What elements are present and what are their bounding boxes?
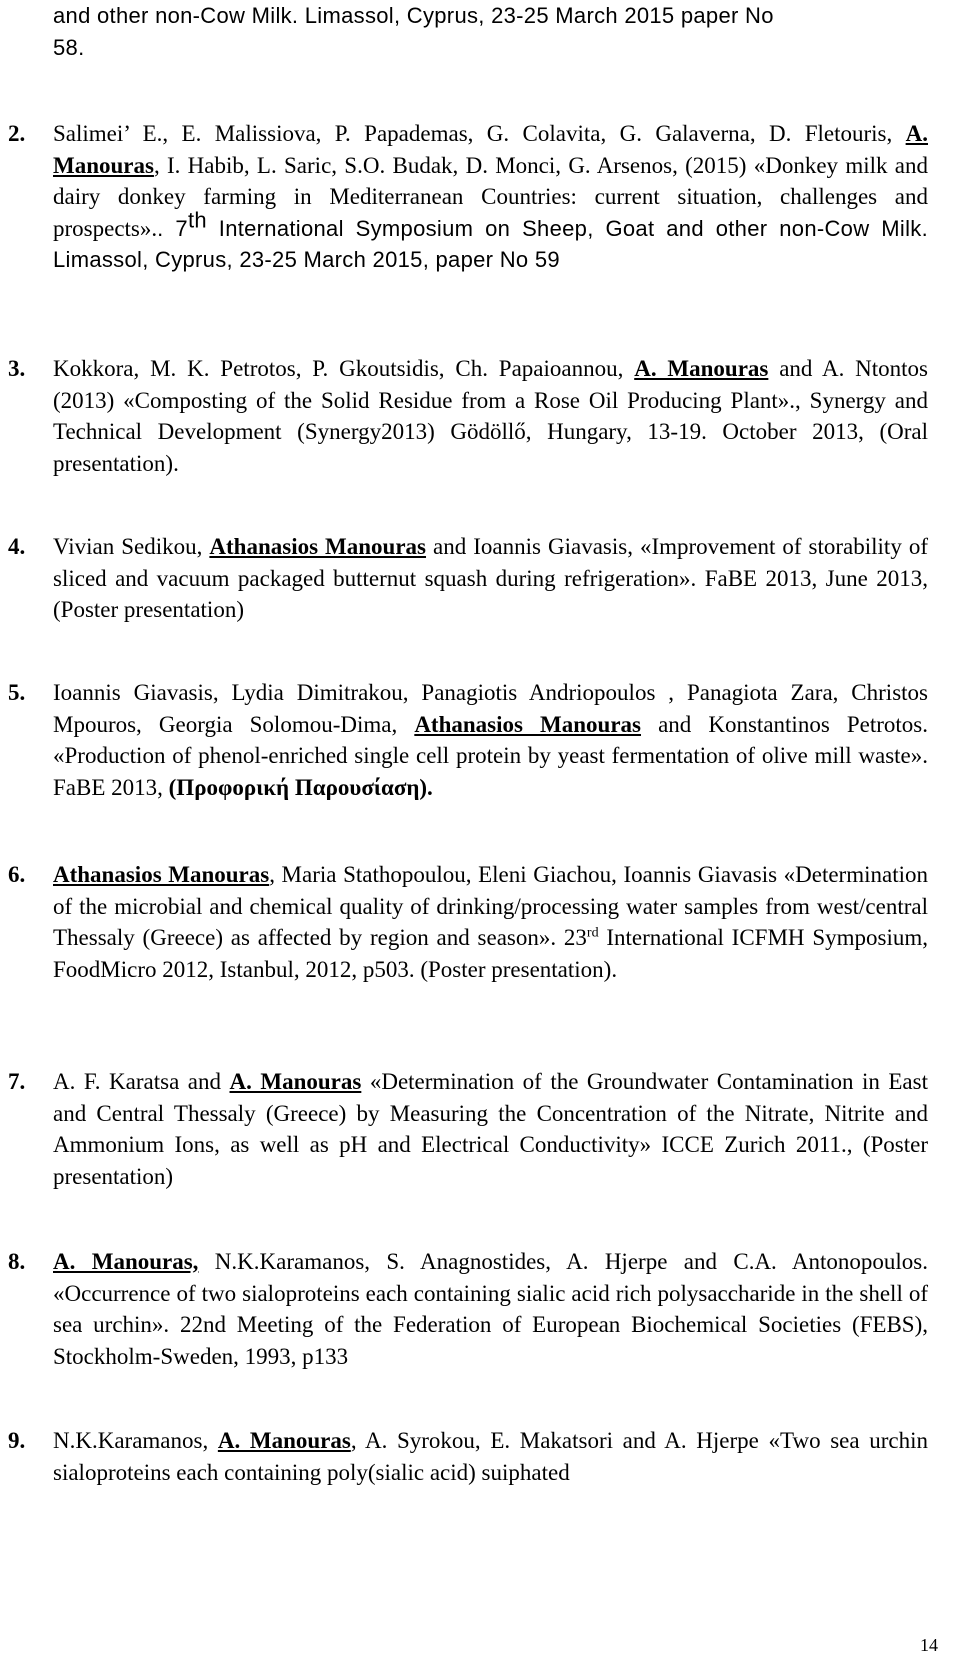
reference-number: 2. [8, 121, 26, 146]
continuation-text [53, 0, 928, 63]
continuation-line-1: and other non-Cow Milk. Limassol, Cyprus, 23-25 March 2015 paper No [53, 3, 774, 28]
reference-number: 9. [8, 1428, 26, 1453]
reference-item [8, 859, 928, 985]
reference-item [8, 1425, 928, 1488]
greek-note: (Προφορική Παρουσίαση). [168, 774, 433, 800]
reference-text: N.K.Karamanos, A. Manouras, A. Syrokou, E. Makatsori and A. Hjerpe «Two sea urchin sialoproteins each containing poly(sialic acid) suiphated [53, 1428, 928, 1485]
reference-number: 4. [8, 534, 26, 559]
author-highlight: A. Manouras, [53, 1249, 199, 1274]
reference-item [8, 353, 928, 479]
author-highlight: Athanasios Manouras [209, 534, 427, 559]
reference-number: 6. [8, 862, 26, 887]
author-highlight: A. Manouras [53, 121, 928, 178]
reference-item [8, 677, 928, 803]
reference-text: A. F. Karatsa and A. Manouras «Determination of the Groundwater Contamination in East and Central Thessaly (Greece) by Measuring the Concentration of the Nitrate, Nitrite and Ammonium Ions, as well as pH and Electrical Conductivity» ICCE Zurich 2011., (Poster presentation) [53, 1069, 928, 1189]
page-number: 14 [920, 1635, 938, 1655]
reference-number: 5. [8, 680, 26, 705]
reference-text: Vivian Sedikou, Athanasios Manouras and Ioannis Giavasis, «Improvement of storability of sliced and vacuum packaged butternut squash during refrigeration». FaBE 2013, June 2013, (Poster presentation) [53, 534, 928, 622]
reference-text: Ioannis Giavasis, Lydia Dimitrakou, Panagiotis Andriopoulos , Panagiota Zara, Christos Mpouros, Georgia Solomou-Dima, Athanasios Manouras and Konstantinos Petrotos. «Production of phenol-enriched single cell protein by yeast fermentation of olive mill waste». FaBE 2013, (Προφορική Παρουσίαση). [53, 680, 928, 800]
reference-number: 3. [8, 356, 26, 381]
reference-item [8, 118, 928, 276]
reference-text: Salimei’ E., E. Malissiova, P. Papademas, G. Colavita, G. Galaverna, D. Fletouris, A. Manouras, I. Habib, L. Saric, S.O. Budak, D. Monci, G. Arsenos, (2015) «Donkey milk and dairy donkey farming in Mediterranean Countries: current situation, challenges and prospects».. 7th International Symposium on Sheep, Goat and other non-Cow Milk. Limassol, Cyprus, 23-25 March 2015, paper No 59 [53, 121, 928, 272]
author-highlight: A. Manouras [229, 1069, 362, 1094]
continuation-line-2: 58. [53, 34, 85, 60]
reference-text: Athanasios Manouras, Maria Stathopoulou, Eleni Giachou, Ioannis Giavasis «Determination of the microbial and chemical quality of drinking/processing water samples from west/central Thessaly (Greece) as affected by region and season». 23rd International ICFMH Symposium, FoodMicro 2012, Istanbul, 2012, p503. (Poster presentation). [53, 862, 928, 982]
author-highlight: Athanasios Manouras [53, 862, 270, 887]
reference-text: A. Manouras, N.K.Karamanos, S. Anagnostides, A. Hjerpe and C.A. Antonopoulos. «Occurrence of two sialoproteins each containing sialic acid rich polysaccharide in the shell of sea urchin». 22nd Meeting of the Federation of European Biochemical Societies (FEBS), Stockholm-Sweden, 1993, p133 [53, 1249, 928, 1369]
reference-number: 7. [8, 1069, 26, 1094]
reference-text: Kokkora, M. K. Petrotos, P. Gkoutsidis, Ch. Papaioannou, A. Manouras and A. Ntontos (2013) «Composting of the Solid Residue from a Rose Oil Producing Plant»., Synergy and Technical Development (Synergy2013) Gödöllő, Hungary, 13-19. October 2013, (Oral presentation). [53, 356, 929, 476]
reference-item [8, 1066, 928, 1192]
reference-item [8, 1246, 928, 1372]
reference-item [8, 531, 928, 626]
reference-number: 8. [8, 1249, 26, 1274]
author-highlight: A. Manouras [217, 1428, 351, 1453]
author-highlight: Athanasios Manouras [414, 711, 641, 737]
author-highlight: A. Manouras [634, 356, 769, 381]
